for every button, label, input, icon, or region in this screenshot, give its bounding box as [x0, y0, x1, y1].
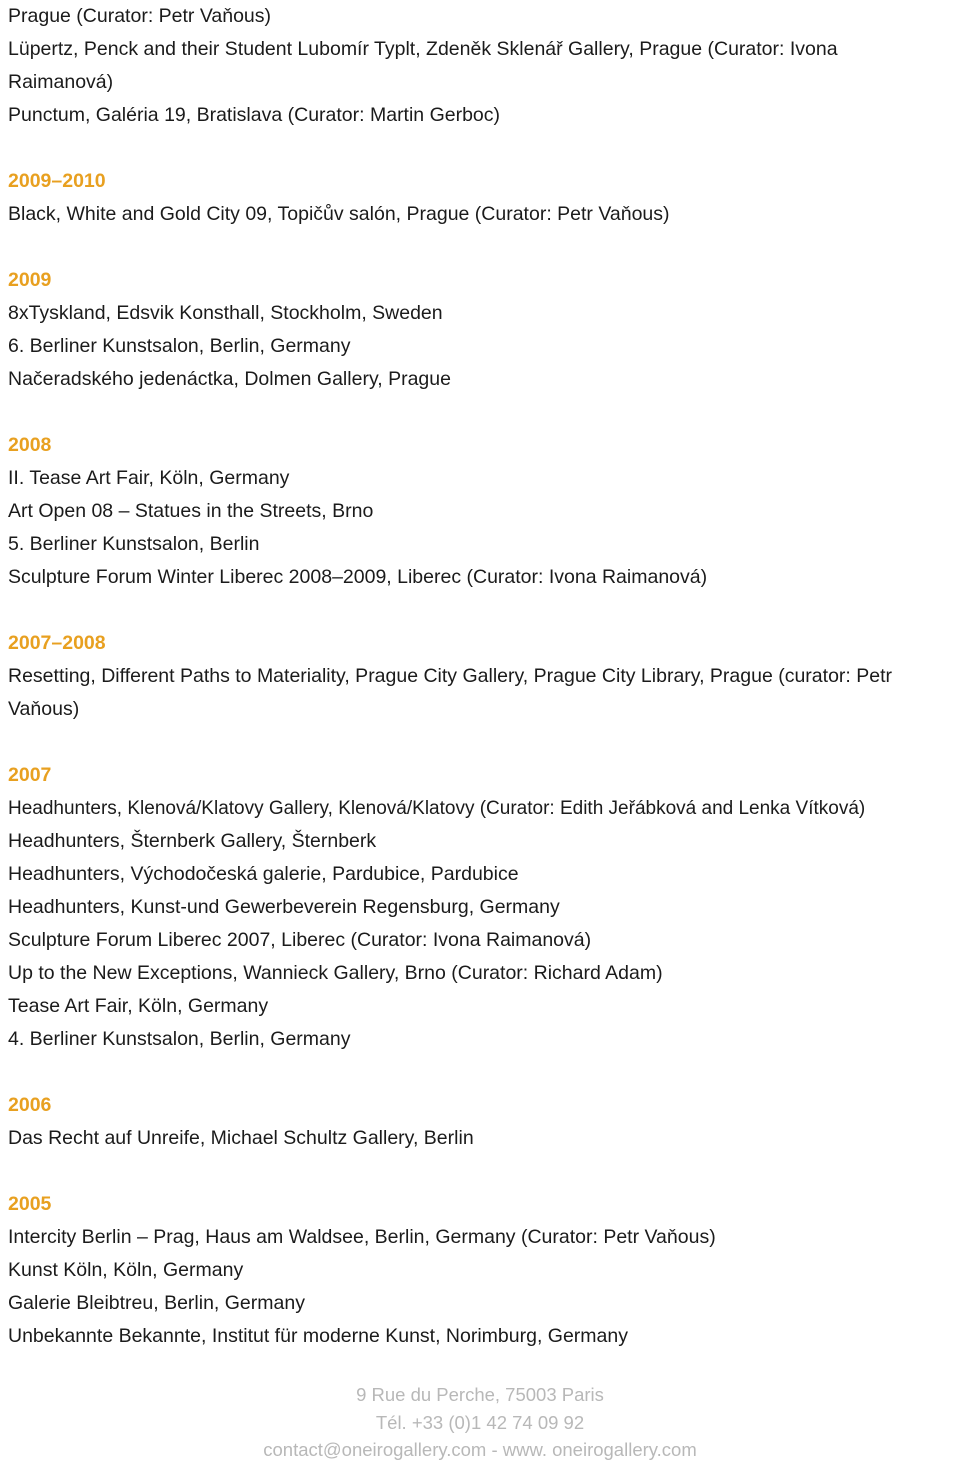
- list-item: Resetting, Different Paths to Materiality, Prague City Gallery, Prague City Library, Prague (curator: Petr Vaňous): [8, 665, 893, 720]
- page-footer: [0, 1381, 960, 1464]
- year-heading: 2007: [8, 764, 52, 786]
- list-item: II. Tease Art Fair, Köln, Germany: [8, 467, 290, 489]
- list-item: Načeradského jedenáctka, Dolmen Gallery, Prague: [8, 368, 451, 390]
- list-item: Das Recht auf Unreife, Michael Schultz Gallery, Berlin: [8, 1127, 474, 1149]
- list-item: Intercity Berlin – Prag, Haus am Waldsee, Berlin, Germany (Curator: Petr Vaňous): [8, 1226, 716, 1248]
- year-heading: 2005: [8, 1193, 52, 1215]
- year-heading: 2009: [8, 269, 52, 291]
- list-item: 4. Berliner Kunstsalon, Berlin, Germany: [8, 1028, 351, 1050]
- list-item: Up to the New Exceptions, Wannieck Gallery, Brno (Curator: Richard Adam): [8, 962, 663, 984]
- list-item: Galerie Bleibtreu, Berlin, Germany: [8, 1292, 305, 1314]
- exhibition-list: [8, 0, 958, 1353]
- year-heading: 2008: [8, 434, 52, 456]
- footer-phone: Tél. +33 (0)1 42 74 09 92: [375, 1411, 585, 1433]
- year-heading: 2006: [8, 1094, 52, 1116]
- year-heading: 2007–2008: [8, 632, 106, 654]
- list-item: Headhunters, Východočeská galerie, Pardubice, Pardubice: [8, 863, 519, 885]
- list-item: 6. Berliner Kunstsalon, Berlin, Germany: [8, 335, 351, 357]
- list-item: Kunst Köln, Köln, Germany: [8, 1259, 244, 1281]
- footer-contact: contact@oneirogallery.com - www. oneirogallery.com: [263, 1439, 697, 1460]
- list-item: Headhunters, Kunst-und Gewerbeverein Regensburg, Germany: [8, 896, 560, 918]
- list-item: Punctum, Galéria 19, Bratislava (Curator: Martin Gerboc): [8, 104, 501, 126]
- list-item: Sculpture Forum Winter Liberec 2008–2009, Liberec (Curator: Ivona Raimanová): [8, 566, 708, 588]
- list-item: Sculpture Forum Liberec 2007, Liberec (Curator: Ivona Raimanová): [8, 929, 592, 951]
- list-item: 5. Berliner Kunstsalon, Berlin: [8, 533, 260, 555]
- list-item: Prague (Curator: Petr Vaňous): [8, 5, 272, 27]
- list-item: Tease Art Fair, Köln, Germany: [8, 995, 269, 1017]
- list-item: Black, White and Gold City 09, Topičův salón, Prague (Curator: Petr Vaňous): [8, 203, 670, 225]
- list-item: 8xTyskland, Edsvik Konsthall, Stockholm, Sweden: [8, 302, 443, 324]
- list-item: Lüpertz, Penck and their Student Lubomír Typlt, Zdeněk Sklenář Gallery, Prague (Curator: Ivona Raimanová): [8, 38, 838, 93]
- list-item: Headhunters, Klenová/Klatovy Gallery, Klenová/Klatovy (Curator: Edith Jeřábková and Lenka Vítková): [8, 798, 866, 819]
- list-item: Headhunters, Šternberk Gallery, Šternberk: [8, 830, 377, 852]
- list-item: Art Open 08 – Statues in the Streets, Brno: [8, 500, 374, 522]
- footer-address: 9 Rue du Perche, 75003 Paris: [356, 1384, 604, 1405]
- list-item: Unbekannte Bekannte, Institut für moderne Kunst, Norimburg, Germany: [8, 1325, 628, 1347]
- year-heading: 2009–2010: [8, 170, 106, 192]
